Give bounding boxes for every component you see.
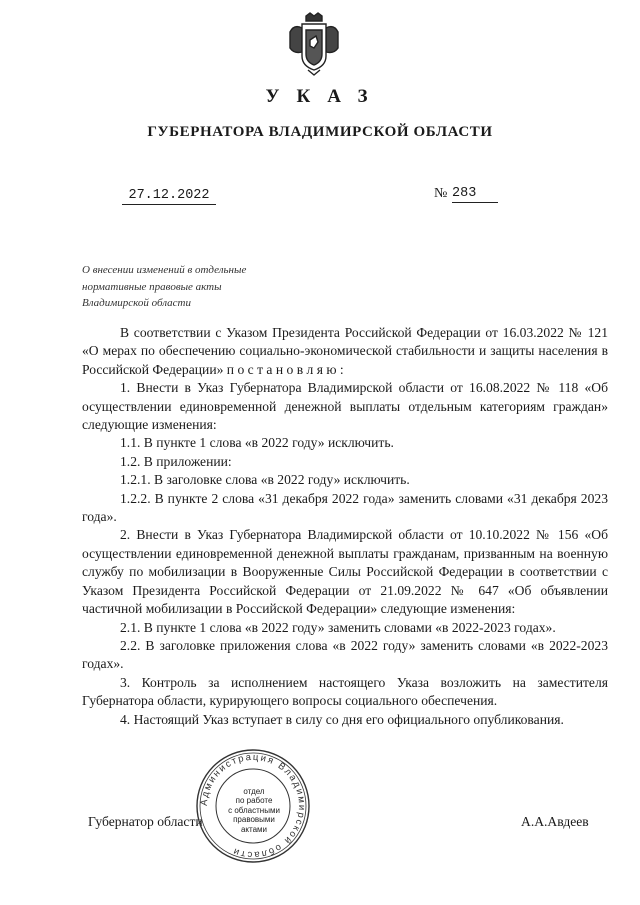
number-sign: № — [434, 186, 448, 201]
body-paragraph: 1.1. В пункте 1 слова «в 2022 году» исключить. — [120, 435, 394, 451]
stamp-line: правовыми — [233, 815, 275, 825]
body-paragraph: 1.2. В приложении: — [120, 453, 232, 469]
subject-line: нормативные правовые акты — [82, 280, 222, 293]
issuer-title: ГУБЕРНАТОРА ВЛАДИМИРСКОЙ ОБЛАСТИ — [147, 124, 493, 140]
document-date: 27.12.2022 — [122, 188, 216, 205]
document-body — [82, 324, 608, 729]
body-paragraph: 2.1. В пункте 1 слова «в 2022 году» заменить словами «в 2022-2023 годах». — [120, 619, 556, 635]
coat-of-arms-icon — [286, 12, 342, 76]
body-paragraph: В соответствии с Указом Президента Российской Федерации от 16.03.2022 № 121 «О мерах по обеспечению социально-экономической стабильности и защиты населения в Российской Федерации» п о с т а н о в л я ю : — [82, 325, 608, 377]
body-paragraph: 2.2. В заголовке приложения слова «в 2022 году» заменить словами «в 2022-2023 годах». — [82, 637, 608, 672]
body-paragraph: 2. Внести в Указ Губернатора Владимирской области от 10.10.2022 № 156 «Об осуществлении единовременной денежной выплаты гражданам, призванным на военную службу по мобилизации в Вооруженные Силы Российской Федерации в соответствии с Указом Президента Российской Федерации от 21.09.2022 № 647 «Об объявлении частичной мобилизации в Российской Федерации» следующие изменения: — [82, 527, 608, 617]
body-paragraph: 1.2.1. В заголовке слова «в 2022 году» исключить. — [120, 472, 410, 488]
stamp-center-text — [226, 787, 282, 834]
subject-line: Владимирской области — [82, 297, 191, 309]
body-paragraph: 4. Настоящий Указ вступает в силу со дня его официального опубликования. — [120, 711, 564, 727]
stamp-line: отдел — [243, 787, 265, 796]
subject-line: О внесении изменений в отдельные — [82, 264, 247, 276]
stamp-line: актами — [240, 824, 268, 834]
document-number: 283 — [452, 186, 498, 203]
body-paragraph: 1. Внести в Указ Губернатора Владимирской области от 16.08.2022 № 118 «Об осуществлении единовременной денежной выплаты отдельным категориям граждан» следующие изменения: — [82, 380, 608, 433]
stamp-ring-text: Администрация Владимирской области — [198, 751, 308, 861]
body-paragraph: 3. Контроль за исполнением настоящего Указа возложить на заместителя Губернатора области, курирующего вопросы социального обеспечения. — [82, 674, 608, 709]
document-title: УКАЗ — [265, 86, 385, 107]
signatory-position: Губернатор области — [88, 814, 203, 829]
document-subject — [82, 262, 312, 312]
body-paragraph: 1.2.2. В пункте 2 слова «31 декабря 2022 года» заменить словами «31 декабря 2023 года». — [82, 490, 608, 525]
stamp-line: по работе — [235, 796, 273, 806]
stamp-line: с областными — [228, 805, 280, 815]
signatory-name: А.А.Авдеев — [521, 814, 589, 829]
